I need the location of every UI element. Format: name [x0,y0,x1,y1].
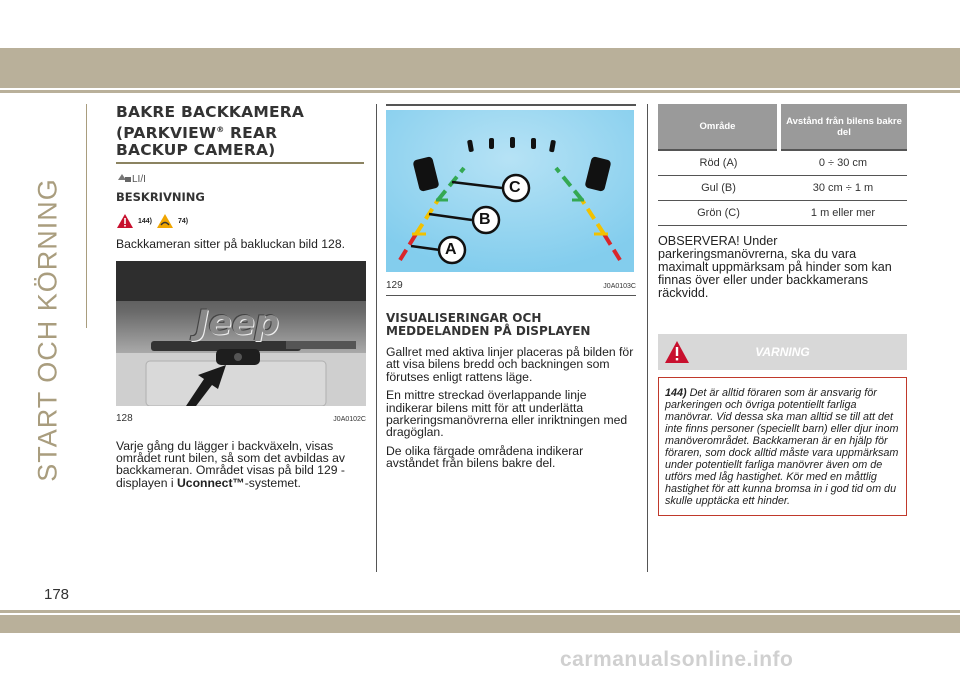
warning-box [658,377,907,516]
figure-camera-display [386,110,634,272]
caution-ref: 74) [178,217,189,225]
warning-header [658,334,907,370]
column-middle [386,104,636,470]
figure-tailgate-photo [116,261,366,406]
table-header: Avstånd från bilens bakre del [779,104,907,150]
warning-text: 144) Det är alltid föraren som är ansvarig för parkeringen och övriga potentiellt farliga manövrar. Vid dessa ska man alltid se till att det inte finns personer (speciellt barn) eller djur inom manöverområdet. Backkameran är en hjälp för föraren, som dock alltid måste vara uppmärksam under potentiellt farliga manövrer även om de utförs med låg hastighet. Kör med en måttlig hastighet för att kunna bromsa in i god tid om du skulle upptäcka ett hinder. [665,387,899,507]
jeep-logo: Jeep [196,302,280,343]
page-number: 178 [44,586,70,603]
header-band [0,48,960,88]
distance-table [658,104,907,226]
svg-text:LI/I: LI/I [132,174,146,185]
subsection-heading: VISUALISERINGAR OCH MEDDELANDEN PÅ DISPLAYEN [386,311,591,338]
column-right [658,104,907,516]
section-title: BAKRE BACKKAMERA (PARKVIEW® REAR BACKUP CAMERA) [116,103,305,160]
figure-caption [386,280,636,291]
callout-b: B [479,211,491,228]
footer-band [0,615,960,633]
table-row: Röd (A) 0 ÷ 30 cm [658,150,907,176]
table-header: Område [658,104,779,150]
paragraph: Gallret med aktiva linjer placeras på bilden för att visa bilens bredd och backningen som förutses enligt rattens läge. [386,345,634,384]
side-section-title: START OCH KÖRNING [32,178,63,482]
column-divider [376,104,377,572]
header-rule [0,90,960,93]
callout-c: C [509,179,521,196]
paragraph: En mittre streckad överlappande linje indikerar bilens mitt för att underlätta parkeringsmanövrerna eller inriktningen med dragöglan. [386,388,628,440]
paragraph: Backkameran sitter på bakluckan bild 128. [116,237,345,252]
warning-title: VARNING [755,345,810,359]
warning-ref: 144) [138,217,153,225]
figure-top-rule [386,104,636,106]
watermark: carmanualsonline.info [560,648,794,671]
table-row: Grön (C) 1 m eller mer [658,201,907,226]
callout-a: A [445,241,457,258]
figure-bottom-rule [386,295,636,296]
paragraph: De olika färgade områdena indikerar avståndet från bilens bakre del. [386,443,584,471]
uconnect-term: Uconnect™ [176,475,245,490]
caution-triangle-icon [156,213,174,229]
side-rule [86,104,87,328]
figure-caption [116,413,366,424]
column-left [116,104,366,489]
footer-rule [0,610,960,613]
figure-number: 128 [116,412,133,424]
reference-row [116,210,366,232]
title-rule [116,162,364,164]
figure-number: 129 [386,280,403,291]
bottom-margin [0,633,960,678]
table-row: Gul (B) 30 cm ÷ 1 m [658,176,907,201]
camera-wifi-icon [116,168,366,186]
subsection-heading: BESKRIVNING [116,190,205,205]
column-divider [647,104,648,572]
figure-code: J0A0102C [333,415,366,423]
observe-note: OBSERVERA! Under parkeringsmanövrerna, ska du vara maximalt uppmärksam på hinder som kan finnas över eller under backkamerans räckvidd. [658,234,892,300]
top-margin [0,0,960,48]
figure-code: J0A0103C [603,283,636,290]
warning-triangle-icon [116,213,134,229]
paragraph: Varje gång du lägger i backväxeln, visas området runt bilen, så som det avbildas av backkameran. Området visas på bild 129 -displayen i Uconnect™-systemet. [116,438,345,490]
warning-ref: 144) [665,387,687,399]
